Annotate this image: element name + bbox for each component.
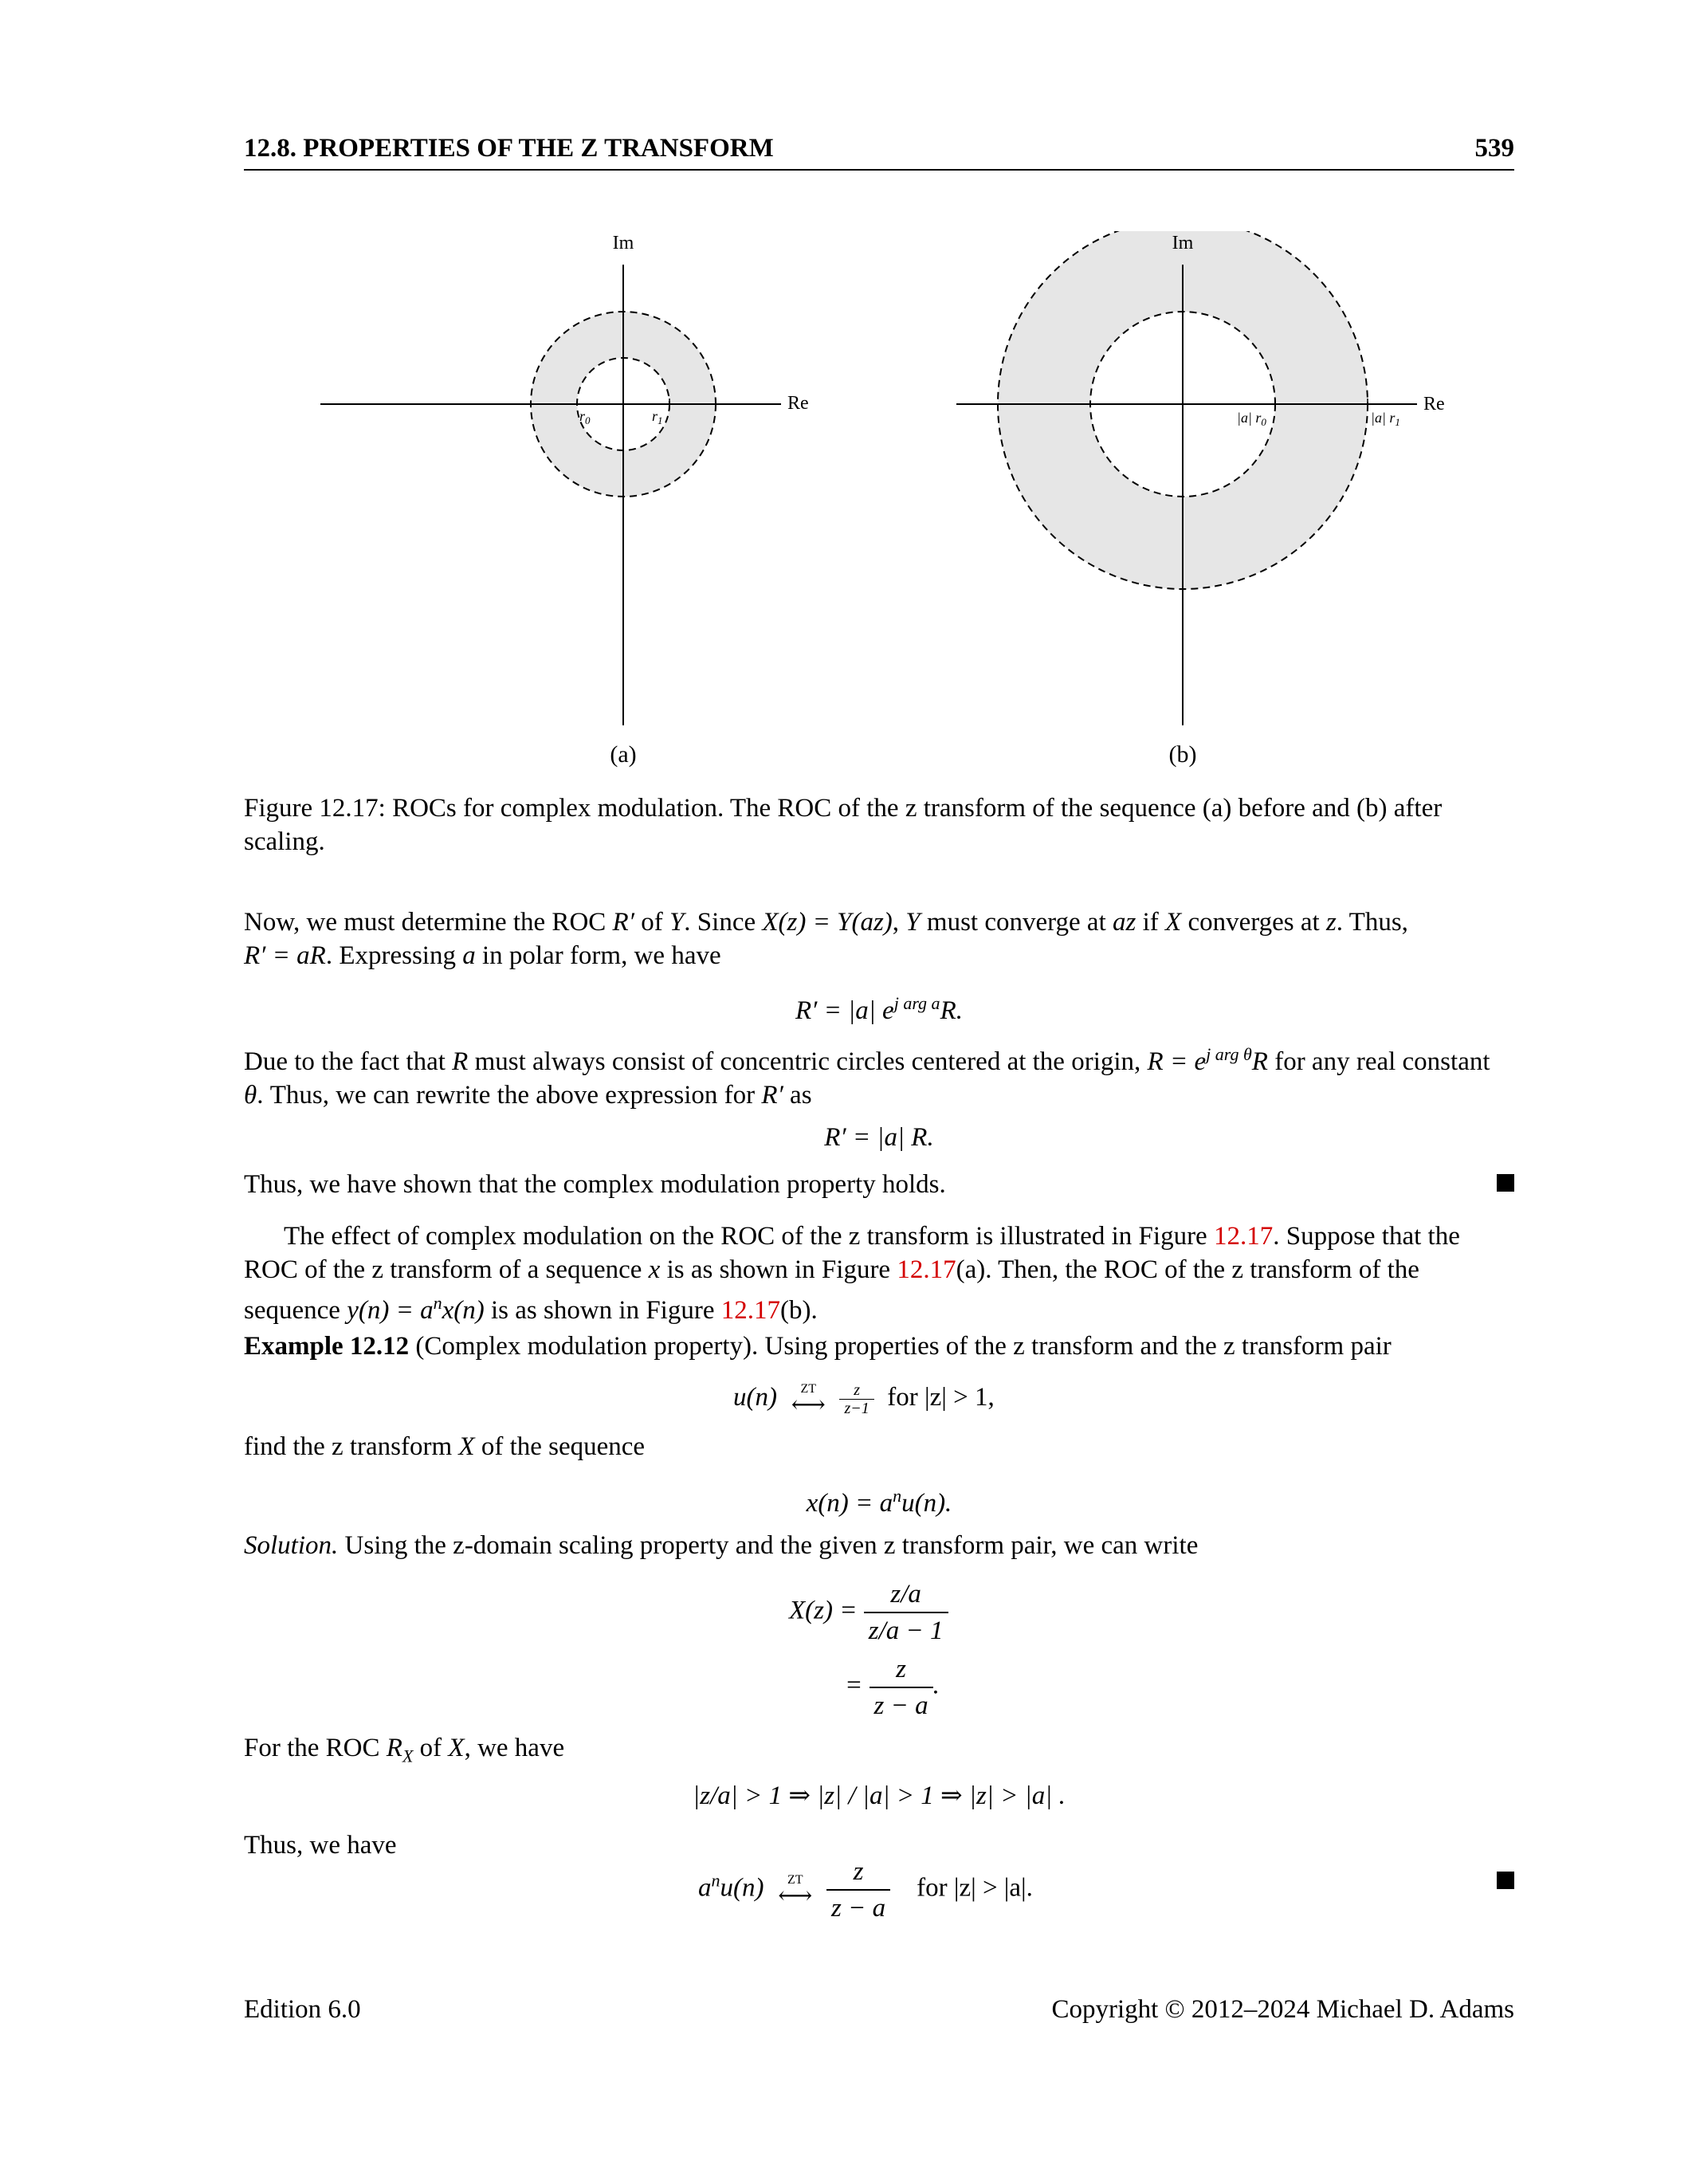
im-label-b: Im: [1172, 233, 1194, 253]
equation-polar: R′ = |a| $e^{j arg a}R$.: [795, 993, 963, 1025]
paragraph-proof-end: Thus, we have shown that the complex modulation property holds.: [244, 1170, 946, 1199]
re-label-b: Re: [1423, 394, 1445, 414]
equation-sequence: $x(n) = a^nu(n)$.: [806, 1486, 952, 1518]
footer-edition: Edition 6.0: [244, 1995, 361, 2024]
re-label-a: Re: [787, 393, 809, 414]
caption-a: (a): [610, 741, 637, 768]
paragraph-thus: Thus, we have: [244, 1831, 397, 1860]
r1-label-a: $r_1$: [652, 408, 663, 426]
roc-figure: [303, 231, 1466, 773]
qed-mark: [1497, 1174, 1514, 1192]
figure-ref-link[interactable]: 12.17: [897, 1255, 956, 1284]
equation-result-pair: $a^nu(n)$ ZT ⟷ $\frac{z}{z - a}$ for |z| > |a|.: [698, 1854, 1033, 1926]
solution-line: Solution. Using the z-domain scaling property and the given z transform pair, we can write: [244, 1531, 1199, 1560]
equation-xz-line2: = $\frac{z}{z - a}$ .: [845, 1652, 940, 1723]
equation-roc-derivation: |z/a| > 1 ⇒ |z| / |a| > 1 ⇒ |z| > |a| .: [693, 1781, 1066, 1810]
equation-roc-scaled: R′ = |a| R.: [824, 1123, 934, 1152]
figure-caption: Figure 12.17: ROCs for complex modulation. The ROC of the z transform of the sequence (a) before and (b) after scaling.: [244, 794, 1443, 856]
paragraph-find: find the z transform X of the sequence: [244, 1432, 646, 1461]
r0-label-a: $r_0$: [579, 408, 591, 426]
equation-step-pair: u(n) ZT ⟷ $\frac{z}{z-1}$ for |z| > 1,: [733, 1381, 995, 1419]
paragraph-concentric: Due to the fact that R must always consist of concentric circles centered at the origin, $R = e^{j arg \theta}R$ for any real constant θ. Thus, we can rewrite the above expression for R′ as: [244, 1044, 1490, 1110]
r1-label-b: |a| $r_1$: [1371, 410, 1400, 428]
header-rule: [244, 169, 1514, 171]
paragraph-effect: The effect of complex modulation on the ROC of the z transform is illustrated in Figure 12.17. Suppose that the ROC of the z transform of a sequence x is as shown in Figure 12.17(a). Then, the ROC of the z transform of the sequence $y(n) = a^nx(n)$ is as shown in Figure 12.17(b).: [244, 1222, 1460, 1325]
equation-xz-line1: X(z) = $\frac{z/a}{z/a - 1}$: [789, 1577, 948, 1648]
paragraph-roc: Now, we must determine the ROC R′ of Y. Since X(z) = Y(az), Y must converge at az if X converges at z. Thus, R′ = aR. Expressing a in polar form, we have: [244, 908, 1408, 970]
qed-mark-example: [1497, 1872, 1514, 1889]
section-header: 12.8. PROPERTIES OF THE Z TRANSFORM: [244, 134, 774, 163]
paragraph-roc-rx: For the ROC $R_X$ of X, we have: [244, 1734, 565, 1766]
caption-b: (b): [1168, 741, 1197, 768]
figure-ref-link[interactable]: 12.17: [1213, 1222, 1274, 1251]
example-heading: Example 12.12 (Complex modulation property). Using properties of the z transform and the z transform pair: [244, 1332, 1392, 1361]
im-label-a: Im: [612, 233, 634, 253]
footer-copyright: Copyright © 2012–2024 Michael D. Adams: [1051, 1995, 1514, 2024]
panel-a: [320, 233, 809, 768]
figure-ref-link[interactable]: 12.17: [720, 1296, 780, 1325]
r0-label-b: |a| $r_0$: [1237, 410, 1266, 428]
page-number: 539: [1474, 134, 1514, 163]
panel-b: [956, 231, 1445, 768]
